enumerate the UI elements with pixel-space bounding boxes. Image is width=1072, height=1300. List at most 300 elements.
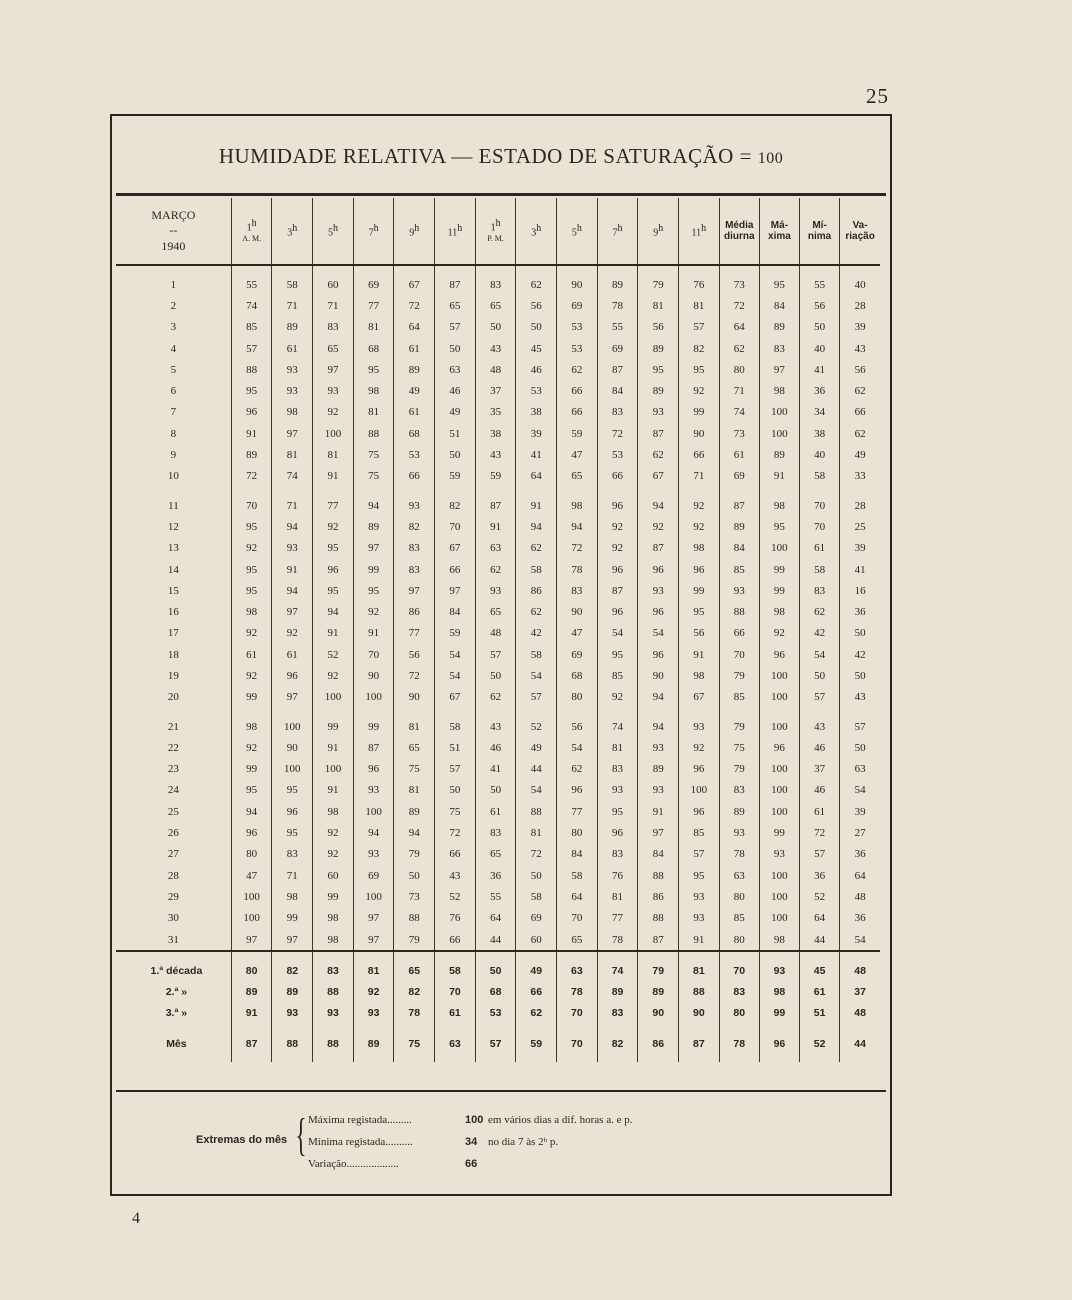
hour-number: 11	[691, 227, 702, 239]
table-cell: 66	[557, 380, 598, 401]
table-cell: 99	[313, 886, 354, 907]
table-cell: 93	[679, 908, 720, 929]
table-cell: 93	[719, 580, 759, 601]
table-cell: 38	[475, 423, 516, 444]
table-cell: 40	[840, 265, 880, 295]
table-cell: 93	[638, 402, 679, 423]
table-cell: 70	[719, 644, 759, 665]
table-cell: 93	[679, 886, 720, 907]
table-cell: 95	[231, 516, 272, 537]
table-cell: 98	[759, 487, 799, 516]
table-cell: 56	[679, 623, 720, 644]
table-cell: 61	[800, 981, 840, 1002]
row-label: 6	[170, 385, 177, 398]
hour-label	[598, 223, 638, 239]
table-cell: 96	[597, 601, 638, 622]
table-cell: 99	[353, 708, 394, 737]
table-cell: 61	[231, 644, 272, 665]
table-row	[116, 929, 880, 951]
table-cell: 90	[557, 601, 598, 622]
extremes-box	[116, 1090, 886, 1190]
table-cell: 65	[394, 737, 435, 758]
table-cell: 78	[557, 559, 598, 580]
table-cell: 41	[475, 759, 516, 780]
table-cell: 81	[516, 822, 557, 843]
table-cell: 38	[516, 402, 557, 423]
table-cell: 57	[475, 644, 516, 665]
table-cell: 51	[435, 423, 476, 444]
table-cell: 96	[231, 822, 272, 843]
hour-header	[679, 198, 720, 265]
hour-label	[232, 218, 272, 234]
table-cell: 95	[353, 359, 394, 380]
table-cell: 100	[353, 886, 394, 907]
table-cell: 100	[759, 423, 799, 444]
table-cell: 89	[394, 801, 435, 822]
table-row	[116, 665, 880, 686]
table-cell: 96	[679, 759, 720, 780]
table-cell: 90	[679, 423, 720, 444]
table-cell: 57	[475, 1023, 516, 1062]
stat-header-line: Mí-	[812, 219, 827, 231]
table-cell: 98	[679, 665, 720, 686]
table-cell: 93	[719, 822, 759, 843]
table-cell: 71	[272, 295, 313, 316]
table-cell: 74	[597, 951, 638, 981]
month-header	[116, 198, 231, 265]
table-cell: 92	[638, 516, 679, 537]
table-cell: 95	[313, 580, 354, 601]
table-cell: 63	[435, 1023, 476, 1062]
stat-header-line: riação	[845, 231, 875, 242]
table-cell: 81	[597, 886, 638, 907]
table-cell: 92	[313, 402, 354, 423]
table-cell: 75	[435, 801, 476, 822]
table-cell: 96	[597, 559, 638, 580]
table-cell: 72	[394, 665, 435, 686]
table-cell: 61	[435, 1002, 476, 1023]
table-cell: 53	[557, 317, 598, 338]
table-cell: 62	[475, 687, 516, 708]
table-cell: 86	[638, 1023, 679, 1062]
table-cell: 90	[638, 665, 679, 686]
table-cell: 96	[597, 487, 638, 516]
table-cell: 93	[313, 1002, 354, 1023]
table-cell: 96	[231, 402, 272, 423]
table-cell: 69	[719, 466, 759, 487]
table-cell: 95	[231, 780, 272, 801]
table-cell: 97	[313, 359, 354, 380]
table-cell: 89	[394, 359, 435, 380]
table-cell: 91	[475, 516, 516, 537]
hour-label	[557, 223, 597, 239]
table-cell: 81	[394, 708, 435, 737]
table-cell: 91	[353, 623, 394, 644]
hour-number: 9	[653, 227, 659, 239]
table-cell: 64	[394, 317, 435, 338]
table-cell: 91	[231, 1002, 272, 1023]
table-cell: 44	[516, 759, 557, 780]
table-cell: 67	[435, 687, 476, 708]
table-cell: 100	[759, 780, 799, 801]
table-cell: 93	[272, 1002, 313, 1023]
table-cell: 100	[759, 865, 799, 886]
table-cell: 57	[231, 338, 272, 359]
table-cell: 62	[516, 1002, 557, 1023]
table-cell: 100	[231, 908, 272, 929]
table-cell: 79	[638, 951, 679, 981]
table-row	[116, 644, 880, 665]
table-cell: 57	[800, 844, 840, 865]
table-cell: 48	[840, 951, 880, 981]
table-cell: 69	[597, 338, 638, 359]
table-cell: 49	[516, 951, 557, 981]
table-cell: 96	[759, 1023, 799, 1062]
table-cell: 65	[435, 295, 476, 316]
table-row	[116, 359, 880, 380]
table-cell: 77	[353, 295, 394, 316]
row-label: 8	[170, 427, 177, 440]
table-cell: 52	[800, 1023, 840, 1062]
table-row	[116, 487, 880, 516]
table-cell: 54	[435, 644, 476, 665]
table-cell: 59	[435, 623, 476, 644]
extreme-variation-label: Variação...................	[308, 1158, 399, 1170]
table-row	[116, 865, 880, 886]
extreme-min-note: no dia 7 às 2ʰ p.	[488, 1136, 559, 1148]
table-cell: 36	[800, 865, 840, 886]
table-cell: 82	[394, 981, 435, 1002]
table-cell: 53	[394, 444, 435, 465]
table-cell: 98	[231, 601, 272, 622]
row-label: 19	[167, 669, 179, 682]
table-cell: 54	[435, 665, 476, 686]
page-title	[219, 144, 783, 169]
table-cell: 99	[679, 580, 720, 601]
table-cell: 89	[353, 1023, 394, 1062]
table-cell: 50	[475, 317, 516, 338]
table-cell: 37	[475, 380, 516, 401]
table-cell: 100	[679, 780, 720, 801]
table-cell: 93	[313, 380, 354, 401]
hour-suffix: h	[414, 223, 420, 235]
table-cell: 89	[272, 981, 313, 1002]
table-cell: 57	[435, 317, 476, 338]
table-cell: 60	[516, 929, 557, 951]
table-cell: 34	[800, 402, 840, 423]
table-cell: 84	[638, 844, 679, 865]
table-cell: 67	[638, 466, 679, 487]
table-cell: 93	[353, 1002, 394, 1023]
table-cell: 47	[231, 865, 272, 886]
table-cell: 94	[272, 580, 313, 601]
table-cell: 93	[272, 359, 313, 380]
table-cell: 92	[597, 538, 638, 559]
hour-label	[394, 223, 434, 239]
table-cell: 81	[394, 780, 435, 801]
table-cell: 61	[475, 801, 516, 822]
table-row	[116, 444, 880, 465]
table-cell: 92	[597, 687, 638, 708]
table-cell: 97	[231, 929, 272, 951]
hour-suffix: h	[495, 218, 501, 230]
hour-number: 3	[287, 227, 293, 239]
table-cell: 81	[679, 951, 720, 981]
table-cell: 92	[313, 822, 354, 843]
table-cell: 50	[435, 780, 476, 801]
table-cell: 82	[435, 487, 476, 516]
table-cell: 43	[475, 338, 516, 359]
table-cell: 65	[475, 295, 516, 316]
table-cell: 84	[759, 295, 799, 316]
table-cell: 63	[475, 538, 516, 559]
table-cell: 39	[840, 317, 880, 338]
table-cell: 83	[759, 338, 799, 359]
hour-number: 11	[447, 227, 458, 239]
table-cell: 81	[313, 444, 354, 465]
row-label: 18	[167, 648, 179, 661]
table-cell: 70	[800, 516, 840, 537]
table-cell: 60	[313, 265, 354, 295]
table-cell: 56	[638, 317, 679, 338]
table-cell: 94	[394, 822, 435, 843]
table-cell: 40	[800, 338, 840, 359]
table-cell: 66	[597, 466, 638, 487]
table-cell: 62	[516, 265, 557, 295]
table-cell: 94	[272, 516, 313, 537]
table-cell: 53	[516, 380, 557, 401]
table-cell: 83	[597, 759, 638, 780]
hour-suffix: h	[658, 223, 664, 235]
table-cell: 99	[759, 1002, 799, 1023]
table-cell: 52	[800, 886, 840, 907]
table-cell: 50	[516, 865, 557, 886]
table-cell: 94	[313, 601, 354, 622]
table-cell: 92	[313, 844, 354, 865]
table-cell: 90	[557, 265, 598, 295]
table-cell: 89	[719, 801, 759, 822]
table-cell: 81	[272, 444, 313, 465]
table-row	[116, 886, 880, 907]
table-cell: 89	[597, 265, 638, 295]
table-cell: 70	[435, 981, 476, 1002]
table-cell: 92	[231, 538, 272, 559]
table-cell: 95	[353, 580, 394, 601]
table-cell: 96	[272, 665, 313, 686]
table-cell: 94	[516, 516, 557, 537]
table-cell: 93	[475, 580, 516, 601]
table-cell: 81	[353, 951, 394, 981]
table-cell: 96	[759, 644, 799, 665]
table-cell: 71	[272, 487, 313, 516]
table-cell: 75	[353, 444, 394, 465]
hour-label	[476, 218, 516, 234]
table-cell: 87	[597, 359, 638, 380]
table-cell: 84	[557, 844, 598, 865]
table-cell: 54	[840, 780, 880, 801]
table-cell: 62	[719, 338, 759, 359]
table-cell: 92	[272, 623, 313, 644]
table-cell: 94	[638, 487, 679, 516]
table-cell: 61	[800, 801, 840, 822]
table-cell: 91	[638, 801, 679, 822]
table-row	[116, 402, 880, 423]
hour-suffix: h	[617, 223, 623, 235]
table-cell: 40	[800, 444, 840, 465]
table-row	[116, 708, 880, 737]
table-cell: 36	[475, 865, 516, 886]
table-cell: 85	[597, 665, 638, 686]
table-cell: 93	[394, 487, 435, 516]
humidity-table	[116, 198, 880, 1062]
table-cell: 36	[840, 844, 880, 865]
table-cell: 64	[840, 865, 880, 886]
table-cell: 65	[475, 601, 516, 622]
stat-header	[800, 198, 840, 265]
table-row	[116, 466, 880, 487]
table-cell: 42	[516, 623, 557, 644]
table-row	[116, 538, 880, 559]
table-cell: 56	[557, 708, 598, 737]
table-cell: 43	[840, 338, 880, 359]
table-row	[116, 981, 880, 1002]
table-cell: 85	[719, 559, 759, 580]
table-cell: 90	[679, 1002, 720, 1023]
table-cell: 88	[313, 981, 354, 1002]
table-cell: 93	[272, 538, 313, 559]
table-cell: 47	[557, 623, 598, 644]
row-label: 24	[167, 784, 179, 797]
table-cell: 87	[475, 487, 516, 516]
table-cell: 90	[353, 665, 394, 686]
hour-number: 9	[409, 227, 415, 239]
hour-header	[313, 198, 354, 265]
stat-header-line: diurna	[723, 231, 755, 242]
table-cell: 100	[353, 801, 394, 822]
table-cell: 91	[272, 559, 313, 580]
table-cell: 67	[679, 687, 720, 708]
row-label: 29	[167, 890, 179, 903]
table-cell: 59	[475, 466, 516, 487]
table-cell: 36	[840, 908, 880, 929]
table-cell: 65	[557, 929, 598, 951]
stat-header-line: nima	[807, 231, 832, 242]
table-cell: 74	[597, 708, 638, 737]
table-cell: 50	[435, 444, 476, 465]
table-row	[116, 423, 880, 444]
hour-suffix: h	[292, 223, 298, 235]
stat-header	[719, 198, 759, 265]
table-cell: 33	[840, 466, 880, 487]
table-cell: 60	[313, 865, 354, 886]
row-label: 10	[167, 470, 179, 483]
table-cell: 78	[719, 844, 759, 865]
table-cell: 89	[719, 516, 759, 537]
title-box	[116, 120, 886, 196]
hour-suffix: h	[457, 223, 463, 235]
table-cell: 94	[353, 822, 394, 843]
table-cell: 43	[475, 708, 516, 737]
table-cell: 99	[231, 759, 272, 780]
table-row	[116, 687, 880, 708]
table-cell: 62	[557, 359, 598, 380]
table-cell: 86	[394, 601, 435, 622]
table-cell: 86	[638, 886, 679, 907]
table-cell: 92	[759, 623, 799, 644]
table-cell: 87	[231, 1023, 272, 1062]
table-cell: 81	[638, 295, 679, 316]
table-cell: 49	[840, 444, 880, 465]
table-cell: 64	[516, 466, 557, 487]
table-cell: 64	[557, 886, 598, 907]
table-row	[116, 844, 880, 865]
table-cell: 97	[272, 687, 313, 708]
table-cell: 98	[353, 380, 394, 401]
table-row	[116, 1023, 880, 1062]
month-label: MARÇO	[151, 207, 196, 222]
table-cell: 51	[800, 1002, 840, 1023]
table-cell: 62	[516, 601, 557, 622]
table-cell: 59	[557, 423, 598, 444]
table-cell: 97	[353, 908, 394, 929]
table-cell: 92	[313, 665, 354, 686]
table-cell: 66	[394, 466, 435, 487]
table-cell: 69	[557, 295, 598, 316]
table-cell: 66	[435, 929, 476, 951]
table-cell: 100	[759, 801, 799, 822]
stat-header	[840, 198, 880, 265]
table-cell: 98	[313, 908, 354, 929]
table-cell: 90	[272, 737, 313, 758]
extreme-min-label: Mínima registada..........	[308, 1136, 413, 1148]
table-cell: 39	[516, 423, 557, 444]
table-cell: 67	[394, 265, 435, 295]
table-cell: 91	[313, 623, 354, 644]
table-cell: 62	[800, 601, 840, 622]
table-cell: 46	[435, 380, 476, 401]
table-cell: 81	[353, 317, 394, 338]
table-cell: 80	[231, 951, 272, 981]
table-cell: 96	[313, 559, 354, 580]
table-cell: 95	[272, 780, 313, 801]
table-cell: 37	[800, 759, 840, 780]
table-cell: 94	[638, 708, 679, 737]
table-cell: 44	[800, 929, 840, 951]
table-cell: 99	[759, 580, 799, 601]
table-cell: 100	[759, 402, 799, 423]
row-label: 7	[170, 406, 177, 419]
month-dash: --	[169, 223, 178, 238]
table-cell: 58	[516, 644, 557, 665]
table-cell: 53	[597, 444, 638, 465]
table-cell: 41	[516, 444, 557, 465]
table-cell: 27	[840, 822, 880, 843]
table-cell: 83	[313, 951, 354, 981]
table-cell: 57	[435, 759, 476, 780]
hour-number: 3	[531, 227, 537, 239]
table-cell: 99	[231, 687, 272, 708]
table-cell: 96	[272, 801, 313, 822]
table-cell: 95	[679, 601, 720, 622]
table-cell: 91	[516, 487, 557, 516]
hour-suffix: h	[251, 218, 257, 230]
table-cell: 49	[435, 402, 476, 423]
row-label: 9	[170, 449, 177, 462]
table-row	[116, 559, 880, 580]
table-cell: 92	[597, 516, 638, 537]
hour-number: 7	[368, 227, 374, 239]
row-label: 1	[170, 278, 177, 291]
